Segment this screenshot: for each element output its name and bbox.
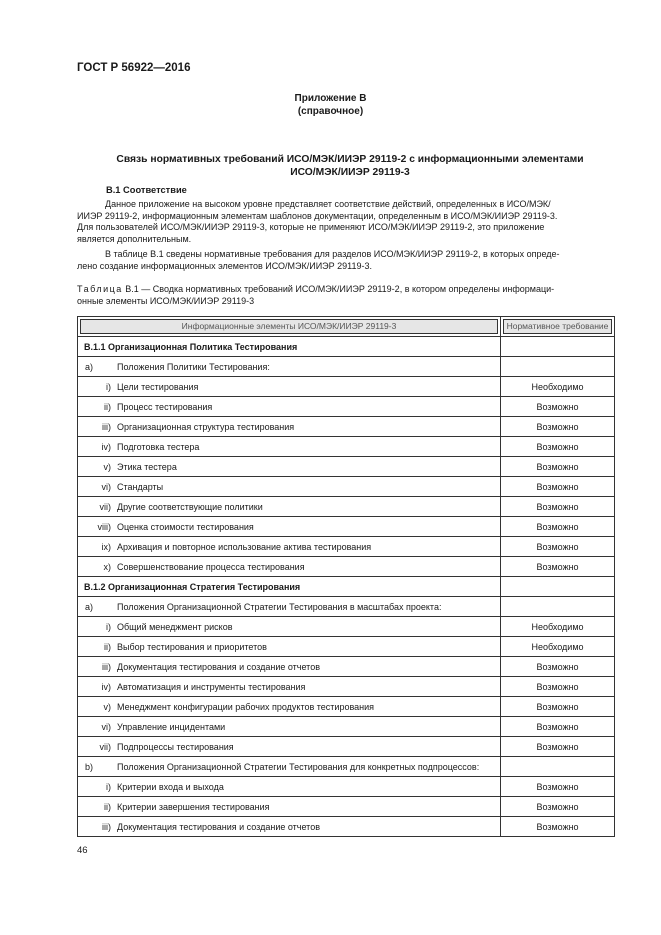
- table-body: [78, 337, 615, 837]
- row-marker: ii): [104, 801, 111, 812]
- requirement-cell: Возможно: [501, 777, 615, 797]
- header-cell-requirement: [501, 317, 615, 337]
- requirement-cell: Возможно: [501, 417, 615, 437]
- header-label-requirement: Нормативное требование: [503, 319, 612, 334]
- paragraph-table-ref: [77, 249, 614, 272]
- row-text: Документация тестирования и создание отчетов: [117, 661, 320, 672]
- element-cell: [78, 557, 501, 577]
- table-row: [78, 617, 615, 637]
- row-marker: iv): [101, 441, 111, 452]
- row-text: Подпроцессы тестирования: [117, 741, 234, 752]
- requirement-cell: Необходимо: [501, 377, 615, 397]
- row-text: Положения Организационной Стратегии Тестирования для конкретных подпроцессов:: [117, 761, 480, 772]
- element-cell: [78, 757, 501, 777]
- element-cell: [78, 417, 501, 437]
- table-row: [78, 497, 615, 517]
- row-text: Архивация и повторное использование актива тестирования: [117, 541, 372, 552]
- element-cell: [78, 357, 501, 377]
- element-cell: [78, 737, 501, 757]
- row-marker: i): [106, 621, 111, 632]
- row-marker: b): [85, 761, 94, 772]
- row-text: Процесс тестирования: [117, 401, 213, 412]
- header-label-elements: Информационные элементы ИСО/МЭК/ИИЭР 29119-3: [80, 319, 498, 334]
- row-text: Подготовка тестера: [117, 441, 200, 452]
- appendix-note: (справочное): [297, 106, 364, 117]
- table-row: [78, 657, 615, 677]
- requirement-cell: Возможно: [501, 737, 615, 757]
- element-cell: [78, 797, 501, 817]
- caption-text: В.1 — Сводка нормативных требований ИСО/МЭК/ИИЭР 29119-2, в котором определены информаци-: [122, 284, 555, 294]
- table-row: [78, 797, 615, 817]
- table-row: [78, 757, 615, 777]
- element-cell: [78, 477, 501, 497]
- table-row: [78, 357, 615, 377]
- caption-line: онные элементы ИСО/МЭК/ИИЭР 29119-3: [77, 295, 255, 306]
- row-text: Совершенствование процесса тестирования: [117, 561, 305, 572]
- row-text: Менеджмент конфигурации рабочих продуктов тестирования: [117, 701, 375, 712]
- row-marker: a): [85, 601, 94, 612]
- page-number: 46: [77, 845, 88, 856]
- paragraph-line: В таблице В.1 сведены нормативные требования для разделов ИСО/МЭК/ИИЭР 29119-2, в которых опреде-: [105, 249, 560, 259]
- row-text: Этика тестера: [117, 461, 177, 472]
- row-text: Критерии завершения тестирования: [117, 801, 270, 812]
- requirement-cell: Возможно: [501, 797, 615, 817]
- element-cell: [78, 457, 501, 477]
- row-marker: a): [85, 361, 94, 372]
- paragraph-line: Данное приложение на высоком уровне представляет соответствие действий, определенных в ИСО/МЭК/: [105, 199, 551, 209]
- row-marker: iv): [101, 681, 111, 692]
- row-marker: v): [103, 701, 111, 712]
- row-text: Положения Политики Тестирования:: [117, 361, 270, 372]
- requirement-cell: Необходимо: [501, 637, 615, 657]
- requirement-cell: [501, 337, 615, 357]
- row-marker: vi): [101, 481, 111, 492]
- element-cell: В.1.2 Организационная Стратегия Тестирования: [78, 577, 501, 597]
- requirement-cell: Возможно: [501, 677, 615, 697]
- requirement-cell: Возможно: [501, 497, 615, 517]
- row-marker: iii): [102, 421, 111, 432]
- section-heading: В.1 Соответствие: [106, 185, 187, 195]
- table-section-row: [78, 577, 615, 597]
- element-cell: [78, 717, 501, 737]
- table-row: [78, 597, 615, 617]
- paragraph-line: Для пользователей ИСО/МЭК/ИИЭР 29119-3, которые не применяют ИСО/МЭК/ИИЭР 29119-2, это приложение: [77, 222, 545, 233]
- row-marker: x): [103, 561, 111, 572]
- appendix-title: Приложение В: [294, 93, 367, 104]
- header-cell-elements: [78, 317, 501, 337]
- row-marker: ii): [104, 401, 111, 412]
- element-cell: [78, 397, 501, 417]
- element-cell: [78, 817, 501, 837]
- paragraph-line: лено создание информационных элементов ИСО/МЭК/ИИЭР 29119-3.: [77, 260, 373, 271]
- element-cell: [78, 697, 501, 717]
- element-cell: [78, 597, 501, 617]
- row-marker: v): [103, 461, 111, 472]
- requirement-cell: [501, 757, 615, 777]
- row-marker: ix): [101, 541, 111, 552]
- table-row: [78, 737, 615, 757]
- table-row: [78, 477, 615, 497]
- requirement-cell: Возможно: [501, 557, 615, 577]
- element-cell: [78, 657, 501, 677]
- row-marker: i): [106, 781, 111, 792]
- requirement-cell: Возможно: [501, 537, 615, 557]
- caption-line: [77, 284, 614, 296]
- row-text: Выбор тестирования и приоритетов: [117, 641, 267, 652]
- row-text: Оценка стоимости тестирования: [117, 521, 254, 532]
- table-row: [78, 557, 615, 577]
- table-row: [78, 537, 615, 557]
- row-text: Автоматизация и инструменты тестирования: [117, 681, 306, 692]
- requirements-table: [77, 316, 615, 837]
- row-text: Организационная структура тестирования: [117, 421, 295, 432]
- requirement-cell: Необходимо: [501, 617, 615, 637]
- table-row: [78, 417, 615, 437]
- table-section-row: [78, 337, 615, 357]
- element-cell: [78, 677, 501, 697]
- requirement-cell: Возможно: [501, 817, 615, 837]
- requirement-cell: Возможно: [501, 397, 615, 417]
- table-row: [78, 777, 615, 797]
- main-title-line2: ИСО/МЭК/ИИЭР 29119-3: [290, 167, 410, 178]
- requirement-cell: Возможно: [501, 437, 615, 457]
- paragraph-line: является дополнительным.: [77, 233, 192, 244]
- row-text: Другие соответствующие политики: [117, 501, 263, 512]
- row-text: Управление инцидентами: [117, 721, 226, 732]
- element-cell: [78, 537, 501, 557]
- table-row: [78, 677, 615, 697]
- document-code: ГОСТ Р 56922—2016: [77, 62, 191, 74]
- requirement-cell: Возможно: [501, 517, 615, 537]
- element-cell: В.1.1 Организационная Политика Тестирования: [78, 337, 501, 357]
- row-marker: viii): [97, 521, 111, 532]
- requirement-cell: [501, 597, 615, 617]
- row-text: Общий менеджмент рисков: [117, 621, 233, 632]
- row-text: Документация тестирования и создание отчетов: [117, 821, 320, 832]
- main-title-line1: Связь нормативных требований ИСО/МЭК/ИИЭР 29119-2 с информационными элементами: [116, 154, 584, 165]
- element-cell: [78, 437, 501, 457]
- element-cell: [78, 497, 501, 517]
- requirement-cell: [501, 357, 615, 377]
- table-row: [78, 437, 615, 457]
- element-cell: [78, 517, 501, 537]
- table-row: [78, 517, 615, 537]
- row-marker: vii): [99, 741, 111, 752]
- table-row: [78, 637, 615, 657]
- requirement-cell: Возможно: [501, 457, 615, 477]
- table-row: [78, 457, 615, 477]
- element-cell: [78, 617, 501, 637]
- requirement-cell: Возможно: [501, 657, 615, 677]
- table-row: [78, 397, 615, 417]
- table-caption: [77, 284, 614, 307]
- requirement-cell: Возможно: [501, 717, 615, 737]
- row-marker: vi): [101, 721, 111, 732]
- table-row: [78, 697, 615, 717]
- element-cell: [78, 377, 501, 397]
- table-row: [78, 377, 615, 397]
- row-marker: ii): [104, 641, 111, 652]
- row-marker: iii): [102, 821, 111, 832]
- element-cell: [78, 777, 501, 797]
- requirement-cell: Возможно: [501, 477, 615, 497]
- row-marker: i): [106, 381, 111, 392]
- caption-label: Таблица: [77, 284, 123, 294]
- paragraph-line: ИИЭР 29119-2, информационным элементам шаблонов документации, определенным в ИСО/МЭК/ИИЭР 29119-3.: [77, 210, 558, 221]
- table-row: [78, 717, 615, 737]
- requirement-cell: [501, 577, 615, 597]
- row-text: Цели тестирования: [117, 381, 199, 392]
- row-text: Положения Организационной Стратегии Тестирования в масштабах проекта:: [117, 601, 442, 612]
- table-header-row: [78, 317, 615, 337]
- table-row: [78, 817, 615, 837]
- paragraph-intro: [77, 199, 614, 245]
- requirement-cell: Возможно: [501, 697, 615, 717]
- row-marker: vii): [99, 501, 111, 512]
- row-text: Стандарты: [117, 481, 164, 492]
- row-text: Критерии входа и выхода: [117, 781, 224, 792]
- element-cell: [78, 637, 501, 657]
- row-marker: iii): [102, 661, 111, 672]
